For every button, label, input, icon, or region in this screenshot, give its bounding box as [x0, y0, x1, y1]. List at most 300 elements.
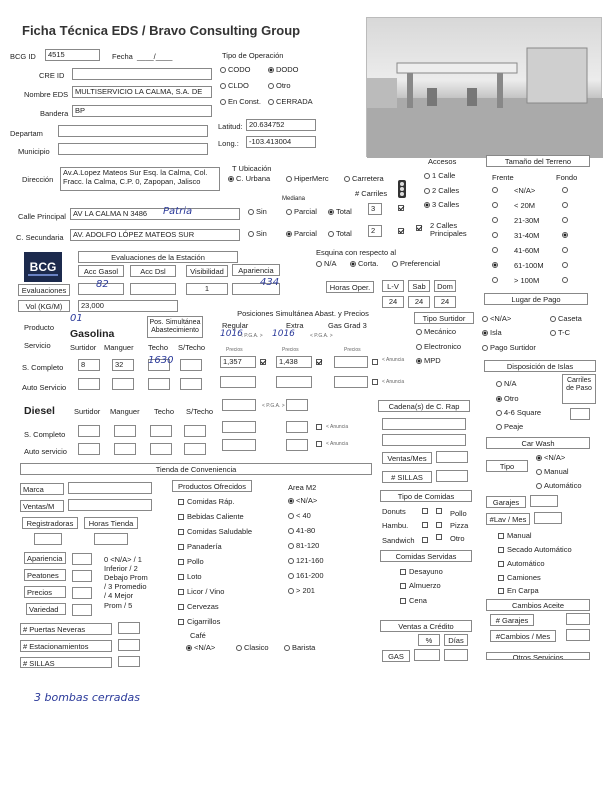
accesos-3-calles[interactable]: 3 Calles: [424, 201, 459, 209]
diesel-sc-check[interactable]: [316, 423, 325, 431]
radio-icon: [562, 262, 568, 268]
carriles-label: # Carriles: [355, 189, 388, 198]
area-option[interactable]: > 201: [288, 587, 315, 595]
terreno-header: Tamaño del Terreno: [486, 155, 590, 167]
diesel-as-check[interactable]: [316, 440, 325, 448]
comida-pollo: Pollo: [450, 509, 467, 518]
radio-icon: [492, 277, 498, 283]
diesel-s-completo-label: S. Completo: [24, 430, 66, 439]
radio-icon: [288, 588, 294, 594]
radio-icon: [220, 83, 226, 89]
registradoras-field[interactable]: [34, 533, 62, 545]
producto-item[interactable]: Comidas Ráp.: [178, 498, 235, 506]
carwash-tipo-label: Tipo: [486, 460, 528, 472]
mediana-label: Mediana: [282, 196, 306, 202]
servida-cena[interactable]: Cena: [400, 597, 427, 605]
area-option[interactable]: 161-200: [288, 572, 324, 580]
tienda-ventas-field[interactable]: [68, 499, 152, 511]
cw-automatico[interactable]: Automático: [498, 560, 545, 568]
pago-na[interactable]: <N/A>: [482, 315, 511, 323]
radio-icon: [316, 261, 322, 267]
auto-stecho[interactable]: [180, 378, 202, 390]
cw-carpa[interactable]: En Carpa: [498, 587, 539, 595]
scale-5: Prom / 5: [104, 601, 133, 610]
tienda-sillas-label: # SILLAS: [20, 657, 112, 668]
mediana2-sin[interactable]: Sin: [248, 230, 267, 238]
diesel-as-manguer[interactable]: [114, 443, 136, 455]
evaluaciones-header: Evaluaciones de la Estación: [78, 251, 238, 263]
mediana-sin[interactable]: Sin: [248, 208, 267, 216]
fondo-label: Fondo: [556, 173, 578, 182]
lugar-pago-header: Lugar de Pago: [484, 293, 588, 305]
vol-label: Vol (KG/M): [18, 300, 70, 312]
frente-radio[interactable]: [492, 276, 500, 284]
credito-gas-label: GAS: [382, 650, 410, 662]
surtidor-mecanico[interactable]: Mecánico: [416, 328, 456, 336]
eval-visibilidad[interactable]: 1: [186, 283, 228, 295]
s-completo-manguer[interactable]: 32: [112, 359, 134, 371]
producto-item[interactable]: Cigarrillos: [178, 618, 220, 626]
pga-2: < P.G.A. >: [310, 333, 333, 339]
radio-icon: [248, 231, 254, 237]
disp-square[interactable]: 4-6 Square: [496, 409, 541, 417]
producto-item[interactable]: Cervezas: [178, 603, 219, 611]
calle-secundaria-field[interactable]: AV. ADOLFO LÓPEZ MATEOS SUR: [70, 229, 240, 241]
mediana-total[interactable]: Total: [328, 208, 352, 216]
productos-header: Productos Ofrecidos: [172, 480, 252, 492]
eval-col-acc-dsl: Acc Dsl: [130, 265, 176, 277]
puertas-neveras-field[interactable]: [118, 622, 140, 634]
regular-handwriting: 1016: [220, 329, 243, 339]
s-completo-surtidor[interactable]: 8: [78, 359, 100, 371]
diesel-price-2[interactable]: [286, 399, 308, 411]
cw-secado[interactable]: Secado Automático: [498, 546, 572, 554]
accesos-1-calle[interactable]: 1 Calle: [424, 172, 455, 180]
checkbox-icon: [178, 514, 184, 520]
ventas-mes-label: Ventas/Mes: [382, 452, 432, 464]
cw-manual[interactable]: Manual: [498, 532, 532, 540]
auto-check[interactable]: [372, 378, 381, 386]
checkbox-icon: [316, 441, 322, 447]
tienda-sillas-field[interactable]: [118, 656, 140, 667]
col-stecho: S/Techo: [178, 343, 206, 352]
sillas-field[interactable]: [436, 470, 468, 482]
checkbox-checked-icon: [260, 359, 266, 365]
cadena-field-2[interactable]: [382, 434, 466, 446]
pizza-check[interactable]: [436, 521, 445, 529]
radio-selected-icon: [536, 455, 542, 461]
credito-pct-label: %: [418, 634, 440, 646]
checkbox-icon: [316, 424, 322, 430]
municipio-label: Municipio: [18, 147, 50, 156]
handwritten-note: 3 bombas cerradas: [34, 691, 140, 704]
diesel-price-1[interactable]: [222, 399, 256, 411]
departamento-label: Departam: [10, 129, 43, 138]
mediana2-parcial[interactable]: Parcial: [286, 230, 317, 238]
servida-desayuno[interactable]: Desayuno: [400, 568, 443, 576]
estacionamientos-field[interactable]: [118, 639, 140, 651]
auto-regular[interactable]: [220, 376, 256, 388]
disp-otro[interactable]: Otro: [496, 395, 519, 403]
eval-row-label: Evaluaciones: [18, 284, 70, 296]
radio-icon: [562, 187, 568, 193]
pago-tc[interactable]: T-C: [550, 329, 570, 337]
carwash-na[interactable]: <N/A>: [536, 454, 565, 462]
bandera-label: Bandera: [40, 109, 69, 118]
hours-sab[interactable]: 24: [408, 296, 430, 308]
disp-peaje[interactable]: Peaje: [496, 423, 523, 431]
fondo-radio[interactable]: [562, 201, 570, 209]
auto-manguer[interactable]: [112, 378, 134, 390]
radio-icon: [268, 83, 274, 89]
cafe-barista[interactable]: Barista: [284, 644, 315, 652]
page-title: Ficha Técnica EDS / Bravo Consulting Group: [22, 23, 301, 38]
fondo-radio[interactable]: [562, 186, 570, 194]
diesel-sc-stecho[interactable]: [184, 425, 206, 437]
area-option[interactable]: 121-160: [288, 557, 324, 565]
diesel-sc-price2[interactable]: [286, 421, 308, 433]
principales-label: 2 Calles Principales: [430, 221, 467, 239]
esquina-corta[interactable]: Corta.: [350, 260, 378, 268]
esquina-preferencial[interactable]: Preferencial: [392, 260, 440, 268]
dia-lv: L-V: [382, 280, 404, 292]
op-otro[interactable]: Otro: [268, 82, 291, 90]
producto-item[interactable]: Pollo: [178, 558, 204, 566]
checkbox-checked-icon: [398, 205, 404, 211]
hours-dom[interactable]: 24: [434, 296, 456, 308]
frente-radio[interactable]: [492, 246, 500, 254]
radio-selected-icon: [482, 330, 488, 336]
ventas-mes-field[interactable]: [436, 451, 468, 463]
ubic-c-urbana[interactable]: C. Urbana: [228, 175, 270, 183]
carwash-auto[interactable]: Automático: [536, 482, 582, 490]
radio-selected-icon: [228, 176, 234, 182]
pos-simultanea-label: Pos. Simultánea Abastecimiento: [147, 316, 203, 338]
extra-price[interactable]: 1,438: [276, 356, 312, 368]
s-completo-label: S. Completo: [22, 363, 64, 372]
municipio-field[interactable]: [58, 143, 208, 155]
checkbox-icon: [178, 574, 184, 580]
checkbox-icon: [372, 359, 378, 365]
col-extra: Extra: [286, 321, 304, 330]
carwash-lav-label: #Lav / Mes: [486, 513, 530, 525]
variedad-field[interactable]: [72, 604, 92, 616]
col-gas-grad3: Gas Grad 3: [328, 321, 367, 330]
checkbox-checked-icon: [398, 228, 404, 234]
bcg-id-field[interactable]: 4515: [45, 49, 100, 61]
s-completo-stecho[interactable]: [180, 359, 202, 371]
frente-radio[interactable]: [492, 261, 500, 269]
registradoras-label: Registradoras: [22, 517, 78, 529]
pago-surtidor[interactable]: Pago Surtidor: [482, 344, 536, 352]
gas3-check[interactable]: [372, 358, 381, 366]
latitud-field[interactable]: 20.634752: [246, 119, 316, 131]
radio-icon: [344, 176, 350, 182]
cafe-clasico[interactable]: Clasico: [236, 644, 269, 652]
fondo-radio[interactable]: [562, 231, 570, 239]
gas3-price[interactable]: [334, 356, 368, 368]
radio-icon: [492, 262, 498, 268]
diesel-sc-manguer[interactable]: [114, 425, 136, 437]
disposicion-header: Disposición de Islas: [484, 360, 596, 372]
carriles2-value[interactable]: 2: [368, 225, 382, 237]
aceite-cambios-field[interactable]: [566, 629, 590, 641]
terreno-option: 41-60M: [514, 246, 540, 255]
frente-label: Frente: [492, 173, 514, 182]
checkbox-icon: [498, 588, 504, 594]
tienda-ventas-label: Ventas/M: [20, 500, 64, 512]
op-en-const[interactable]: En Const.: [220, 98, 261, 106]
radio-icon: [536, 483, 542, 489]
surtidor-electronico[interactable]: Electronico: [416, 343, 461, 351]
comida-sandwich: Sandwich: [382, 536, 415, 545]
surtidor-mpd[interactable]: MPD: [416, 357, 441, 365]
carwash-garajes-field[interactable]: [530, 495, 558, 507]
col-manguer: Manguer: [104, 343, 134, 352]
radio-icon: [492, 202, 498, 208]
fecha-field[interactable]: ____/____: [137, 52, 173, 61]
variedad-label: Variedad: [26, 603, 66, 615]
disp-na[interactable]: N/A: [496, 380, 517, 388]
esquina-na[interactable]: N/A: [316, 260, 337, 268]
cambios-aceite-header: Cambios Aceite: [486, 599, 590, 611]
ubic-carretera[interactable]: Carretera: [344, 175, 384, 183]
esquina-label: Esquina con respecto al: [316, 248, 397, 257]
checkbox-icon: [436, 522, 442, 528]
diesel-sc-price[interactable]: [222, 421, 256, 433]
fondo-radio[interactable]: [562, 246, 570, 254]
checkbox-icon: [436, 534, 442, 540]
radio-icon: [562, 247, 568, 253]
posiciones-label: Posiciones Simultánea Abast. y Precios: [237, 309, 369, 318]
tienda-marca-field[interactable]: [68, 482, 152, 494]
auto-servicio-label: Auto Servicio: [22, 383, 67, 392]
frente-radio[interactable]: [492, 186, 500, 194]
sandwich-check[interactable]: [422, 536, 431, 544]
area-label: Area M2: [288, 483, 317, 492]
radio-icon: [220, 99, 226, 105]
diesel-col-surtidor: Surtidor: [74, 407, 101, 416]
carriles-check[interactable]: [398, 204, 407, 212]
radio-icon: [536, 469, 542, 475]
pago-caseta[interactable]: Caseta: [550, 315, 582, 323]
carwash-lav-field[interactable]: [534, 512, 562, 524]
fondo-radio[interactable]: [562, 216, 570, 224]
radio-selected-icon: [186, 645, 192, 651]
cadena-field-1[interactable]: [382, 418, 466, 430]
scale-0: 0 <N/A> / 1: [104, 555, 142, 564]
producto-item[interactable]: Comidas Saludable: [178, 528, 252, 536]
checkbox-icon: [498, 561, 504, 567]
comida-donuts[interactable]: Donuts: [382, 507, 406, 516]
peatones-field[interactable]: [72, 570, 92, 582]
horas-tienda-field[interactable]: [94, 533, 128, 545]
cafe-na[interactable]: <N/A>: [186, 644, 215, 652]
producto-item[interactable]: Panadería: [178, 543, 222, 551]
credito-gas-pct[interactable]: [414, 649, 440, 661]
scale-4: / 4 Mejor: [104, 591, 134, 600]
precios-field[interactable]: [72, 587, 92, 599]
frente-radio[interactable]: [492, 216, 500, 224]
eval-col-acc-gasol: Acc Gasol: [78, 265, 124, 277]
terreno-option: <N/A>: [514, 186, 536, 195]
radio-icon: [328, 231, 334, 237]
vol-field[interactable]: 23,000: [78, 300, 178, 312]
hambu-check[interactable]: [422, 521, 431, 529]
comida-pizza: Pizza: [450, 521, 469, 530]
diesel-as-stecho[interactable]: [184, 443, 206, 455]
diesel-sc-surtidor[interactable]: [78, 425, 100, 437]
radio-icon: [562, 232, 568, 238]
radio-icon: [416, 344, 422, 350]
radio-selected-icon: [328, 209, 334, 215]
carriles-paso-label: Carriles de Paso: [562, 374, 596, 404]
radio-icon: [286, 209, 292, 215]
dia-dom: Dom: [434, 280, 456, 292]
calle-principal-field[interactable]: AV LA CALMA N 3486: [70, 208, 240, 220]
checkbox-icon: [400, 583, 406, 589]
aceite-garajes-label: # Garajes: [490, 614, 534, 626]
producto-item[interactable]: Licor / Vino: [178, 588, 224, 596]
radio-icon: [482, 345, 488, 351]
radio-selected-icon: [268, 67, 274, 73]
radio-icon: [236, 645, 242, 651]
fondo-radio[interactable]: [562, 261, 570, 269]
auto-surtidor[interactable]: [78, 378, 100, 390]
apariencia-field[interactable]: [72, 553, 92, 565]
scale-3: / 3 Promedio: [104, 582, 147, 591]
area-option[interactable]: 81-120: [288, 542, 319, 550]
credito-gas-dias[interactable]: [444, 649, 468, 661]
radio-icon: [286, 176, 292, 182]
bcg-id-label: BCG ID: [10, 52, 36, 61]
radio-selected-icon: [424, 202, 430, 208]
terreno-option: > 100M: [514, 276, 540, 285]
eval-col-apariencia: Apariencia: [232, 264, 280, 276]
op-codo[interactable]: CODO: [220, 66, 251, 74]
fondo-radio[interactable]: [562, 276, 570, 284]
extra-handwriting: 1016: [272, 329, 295, 339]
pago-isla[interactable]: Isla: [482, 329, 502, 337]
cre-field[interactable]: [72, 68, 212, 80]
comida-hambu: Hambu.: [382, 521, 409, 530]
diesel-as-surtidor[interactable]: [78, 443, 100, 455]
accesos-2-calles[interactable]: 2 Calles: [424, 187, 459, 195]
checkbox-icon: [178, 604, 184, 610]
precios-label: Precios: [24, 586, 66, 598]
radio-icon: [288, 543, 294, 549]
extra-check[interactable]: [316, 358, 325, 366]
op-cerrada[interactable]: CERRADA: [268, 98, 313, 106]
radio-icon: [248, 209, 254, 215]
estacionamientos-label: # Estacionamientos: [20, 640, 112, 652]
gas-station-image: [367, 18, 603, 158]
carwash-manual[interactable]: Manual: [536, 468, 569, 476]
frente-radio[interactable]: [492, 201, 500, 209]
scale-2: Debajo Prom: [104, 573, 148, 582]
anuncia-4: < Anuncia: [326, 441, 349, 447]
tipo-comidas-header: Tipo de Comidas: [380, 490, 472, 502]
diesel-as-price[interactable]: [222, 439, 256, 451]
principales-check[interactable]: [416, 224, 425, 232]
pga-3: < P.G.A. >: [262, 403, 285, 409]
op-cldo[interactable]: CLDO: [220, 82, 249, 90]
traffic-light-icon: [395, 180, 409, 200]
frente-radio[interactable]: [492, 231, 500, 239]
cw-camiones[interactable]: Camiones: [498, 574, 541, 582]
precios-3: Precios: [344, 347, 361, 353]
mediana-parcial[interactable]: Parcial: [286, 208, 317, 216]
diesel-as-price2[interactable]: [286, 439, 308, 451]
ubic-hipermerc[interactable]: HiperMerc: [286, 175, 329, 183]
radio-icon: [496, 381, 502, 387]
bcg-logo: [24, 252, 62, 282]
regular-price[interactable]: 1,357: [220, 356, 256, 368]
auto-techo[interactable]: [148, 378, 170, 390]
calle-secundaria-label: C. Secundaria: [16, 233, 64, 242]
mediana2-total[interactable]: Total: [328, 230, 352, 238]
producto-item[interactable]: Bebidas Caliente: [178, 513, 244, 521]
longitud-label: Long.:: [218, 139, 239, 148]
eval-acc-dsl[interactable]: [130, 283, 176, 295]
carriles2-check[interactable]: [398, 227, 407, 235]
radio-selected-icon: [496, 396, 502, 402]
checkbox-icon: [372, 379, 378, 385]
aceite-garajes-field[interactable]: [566, 613, 590, 625]
col-regular: Regular: [222, 321, 249, 330]
cre-label: CRE ID: [39, 71, 65, 80]
bandera-field[interactable]: BP: [72, 105, 212, 117]
producto-item[interactable]: Loto: [178, 573, 202, 581]
diesel-sc-techo[interactable]: [150, 425, 172, 437]
donuts-check[interactable]: [422, 507, 431, 515]
radio-icon: [416, 329, 422, 335]
longitud-field[interactable]: -103.413004: [246, 136, 316, 148]
otro-comida-check[interactable]: [436, 533, 445, 541]
tienda-marca-label: Marca: [20, 483, 64, 495]
regular-check[interactable]: [260, 358, 269, 366]
operacion-label: Tipo de Operación: [222, 51, 284, 60]
radio-icon: [550, 330, 556, 336]
auto-extra[interactable]: [276, 376, 312, 388]
precios-1: Precios: [226, 347, 243, 353]
servida-almuerzo[interactable]: Almuerzo: [400, 582, 441, 590]
carriles-value[interactable]: 3: [368, 203, 382, 215]
area-option[interactable]: < 40: [288, 512, 311, 520]
area-option[interactable]: 41-80: [288, 527, 315, 535]
nombre-field[interactable]: MULTISERVICIO LA CALMA, S.A. DE: [72, 86, 212, 98]
direccion-field[interactable]: Av.A.Lopez Mateos Sur Esq. la Calma, Col. Fracc. la Calma, C.P. 0, Zapopan, Jalisco: [60, 167, 220, 191]
checkbox-icon: [498, 575, 504, 581]
comidas-servidas-header: Comidas Servidas: [380, 550, 472, 562]
pollo-check[interactable]: [436, 507, 445, 515]
radio-icon: [550, 316, 556, 322]
op-dodo[interactable]: DODO: [268, 66, 299, 74]
radio-icon: [268, 99, 274, 105]
departamento-field[interactable]: [58, 125, 208, 137]
diesel-as-techo[interactable]: [150, 443, 172, 455]
gasolina-title: Gasolina: [70, 328, 115, 340]
carriles-paso-field[interactable]: [570, 408, 590, 420]
radio-icon: [288, 498, 294, 504]
auto-gas3[interactable]: [334, 376, 368, 388]
checkbox-icon: [436, 508, 442, 514]
tienda-header: Tienda de Conveniencia: [20, 463, 372, 475]
hours-lv[interactable]: 24: [382, 296, 404, 308]
col-surtidor: Surtidor: [70, 343, 97, 352]
area-option[interactable]: <N/A>: [288, 497, 317, 505]
dia-sab: Sab: [408, 280, 430, 292]
